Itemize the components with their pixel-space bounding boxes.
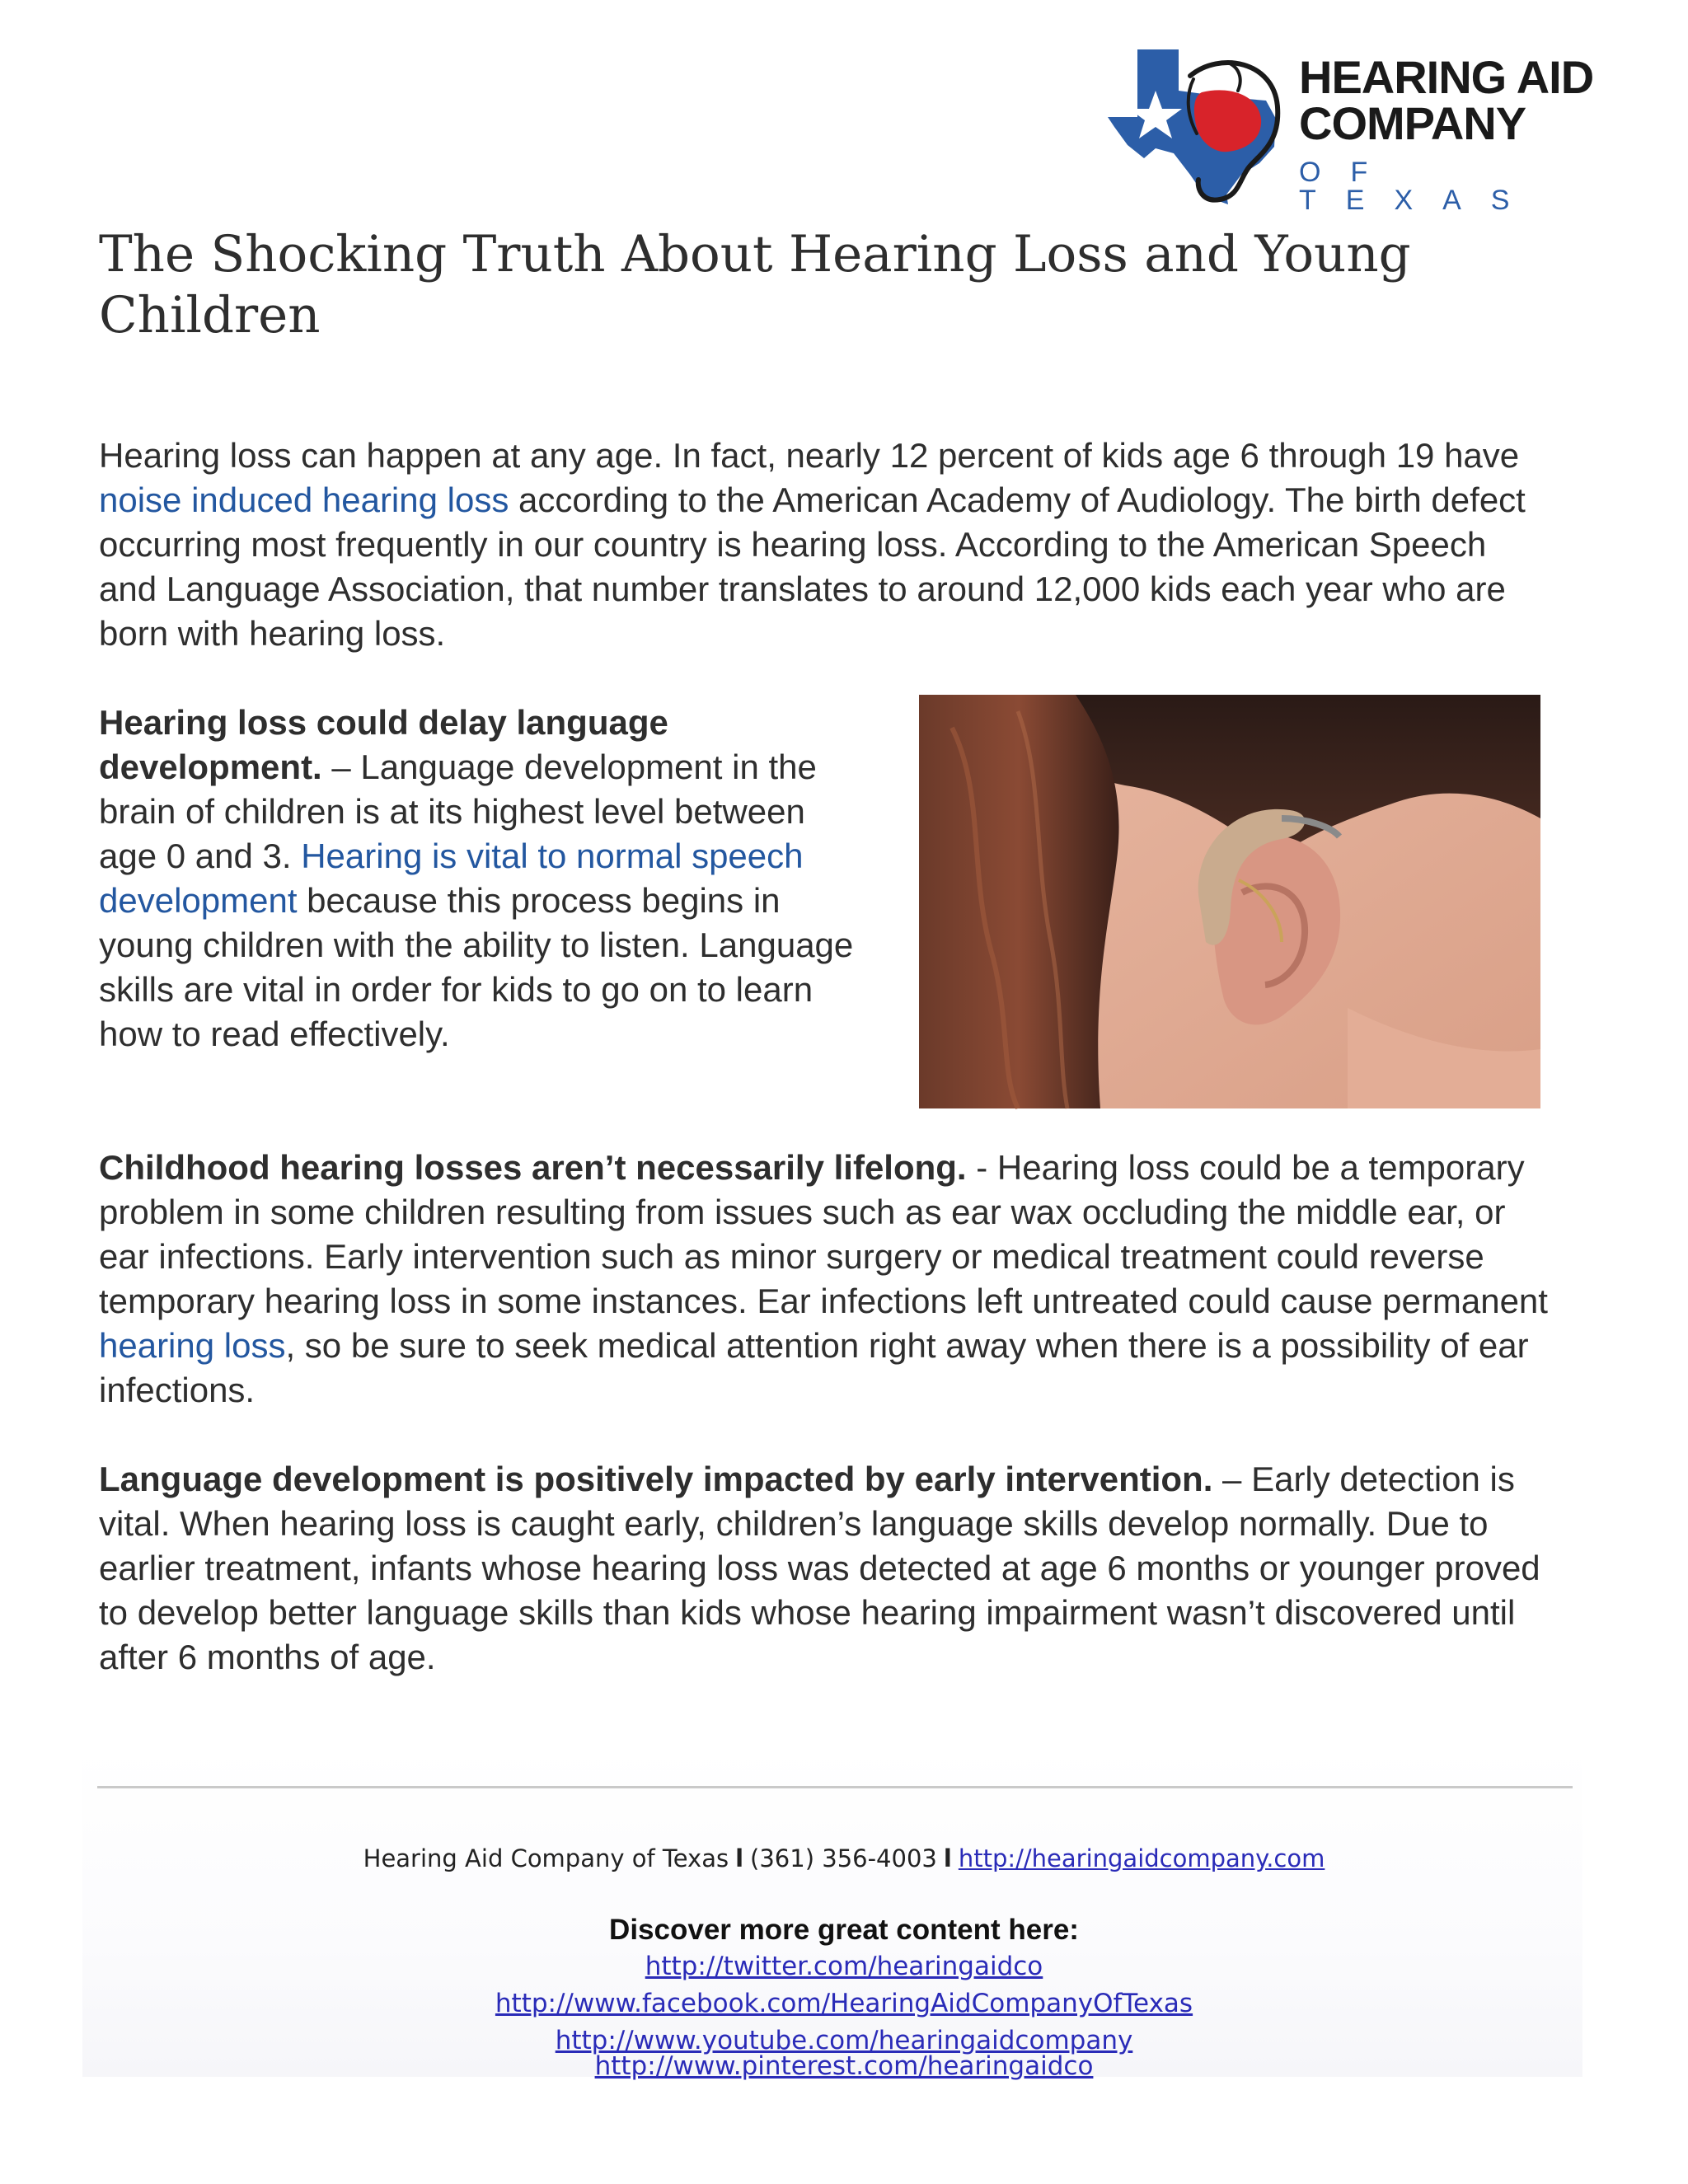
section-text-b: because this process begins in young children with the ability to listen. Language skills are vital in order for kids to go on to learn how to read effectively. bbox=[99, 881, 854, 1053]
section-early-intervention bbox=[99, 1457, 1550, 1680]
hearing-loss-link[interactable]: hearing loss bbox=[99, 1326, 286, 1365]
clipped-link-row bbox=[0, 2051, 1688, 2081]
intro-text-b: according to the American Academy of Audiology. The birth defect occurring most frequently in our country is hearing loss. According to the American Speech and Language Association, that number translates to around 12,000 kids each year who are born with hearing loss. bbox=[99, 480, 1526, 653]
logo-line-2: COMPANY bbox=[1299, 97, 1526, 149]
section-text-a: – Language development in the brain of children is at its highest level between age 0 and 3. bbox=[99, 748, 817, 875]
pinterest-link[interactable]: http://www.pinterest.com/hearingaidco bbox=[594, 2051, 1094, 2081]
section-not-lifelong bbox=[99, 1146, 1550, 1413]
company-logo bbox=[1104, 43, 1632, 216]
logo-line-3: OF TEXAS bbox=[1299, 157, 1540, 216]
section-language-delay bbox=[99, 701, 857, 1057]
footer-company: Hearing Aid Company of Texas bbox=[363, 1844, 729, 1872]
section-text-a: - Hearing loss could be a temporary problem in some children resulting from issues such as ear wax occluding the middle ear, or ear infections. Early intervention such as minor surgery or medical treatment could reverse temporary hearing loss in some instances. Ear infections left untreated could cause permanent bbox=[99, 1148, 1548, 1320]
footer bbox=[0, 1840, 1688, 2060]
intro-text-a: Hearing loss can happen at any age. In fact, nearly 12 percent of kids age 6 through 19 have bbox=[99, 436, 1520, 475]
twitter-link[interactable]: http://twitter.com/hearingaidco bbox=[645, 1952, 1043, 1981]
logo-wordmark bbox=[1299, 51, 1632, 216]
footer-website-link[interactable]: http://hearingaidcompany.com bbox=[958, 1844, 1325, 1872]
footer-contact-line bbox=[0, 1840, 1688, 1877]
section-heading: Language development is positively impacted by early intervention. bbox=[99, 1460, 1213, 1498]
section-heading: Hearing loss could delay language development. bbox=[99, 703, 668, 786]
social-links bbox=[0, 1948, 1688, 2060]
section-heading: Childhood hearing losses aren’t necessarily lifelong. bbox=[99, 1148, 967, 1187]
footer-phone: (361) 356-4003 bbox=[750, 1844, 937, 1872]
section-text-b: , so be sure to seek medical attention right away when there is a possibility of ear infections. bbox=[99, 1326, 1529, 1409]
logo-line-1: HEARING AID bbox=[1299, 51, 1594, 103]
page-title: The Shocking Truth About Hearing Loss and Young Children bbox=[99, 225, 1411, 344]
noise-induced-hearing-loss-link[interactable]: noise induced hearing loss bbox=[99, 480, 509, 519]
discover-heading: Discover more great content here: bbox=[609, 1914, 1079, 1946]
ear-with-hearing-aid-image bbox=[919, 695, 1540, 1108]
texas-ear-logo-icon bbox=[1104, 43, 1302, 208]
facebook-link[interactable]: http://www.facebook.com/HearingAidCompanyOfTexas bbox=[495, 1989, 1193, 2018]
youtube-link[interactable]: http://www.youtube.com/hearingaidcompany bbox=[555, 2026, 1133, 2055]
intro-paragraph bbox=[99, 434, 1550, 656]
footer-separator: l bbox=[735, 1844, 744, 1872]
footer-separator: l bbox=[943, 1844, 952, 1872]
section-text-a: – Early detection is vital. When hearing loss is caught early, children’s language skills develop normally. Due to earlier treatment, infants whose hearing loss was detected at age 6 months or younger proved to develop better language skills than kids whose hearing impairment wasn’t discovered until after 6 months of age. bbox=[99, 1460, 1540, 1676]
hearing-vital-speech-link[interactable]: Hearing is vital to normal speech development bbox=[99, 837, 804, 920]
hearing-aid-photo bbox=[919, 695, 1540, 1108]
footer-divider bbox=[97, 1786, 1573, 1788]
